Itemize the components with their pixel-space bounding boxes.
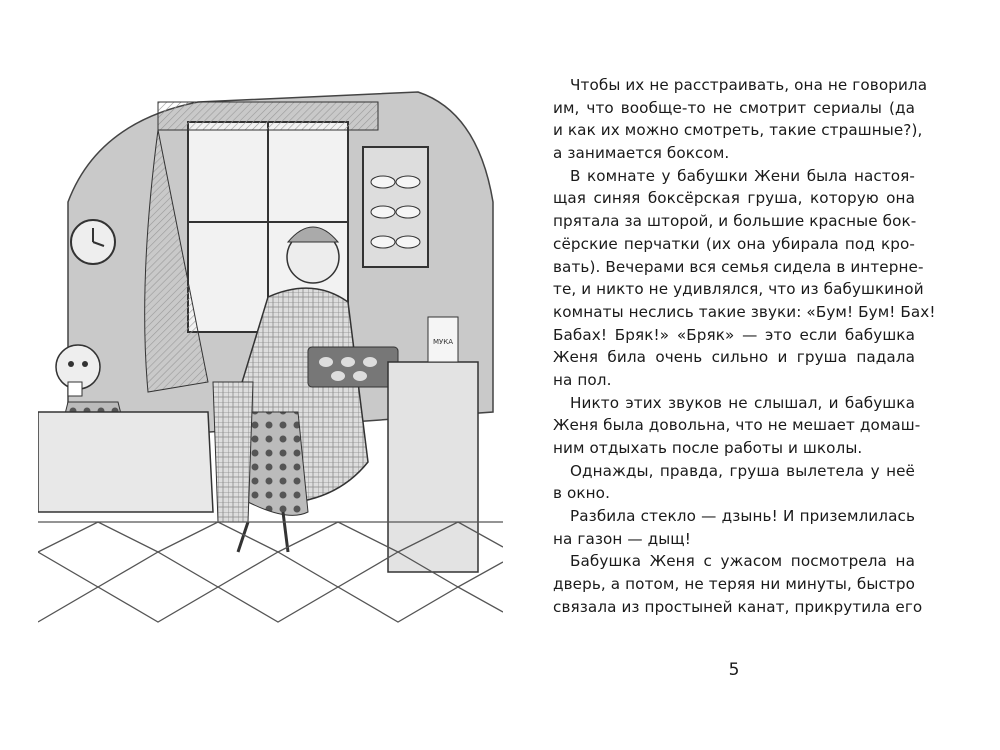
text-line: связала из простыней канат, прикрутила его xyxy=(553,597,923,616)
text-line: вать). Вечерами вся семья сидела в интерне- xyxy=(553,257,924,276)
text-line: Чтобы их не расстраивать, она не говорила xyxy=(570,76,928,94)
text-line: прятала за шторой, и большие красные бок- xyxy=(553,212,917,231)
plate-rack xyxy=(363,147,428,267)
text-line: Никто этих звуков не слышал, и бабушка xyxy=(570,393,915,412)
text-line: на пол. xyxy=(553,370,612,389)
text-line: Бабушка Женя с ужасом посмотрела на xyxy=(570,552,915,571)
text-line: Разбила стекло — дзынь! И приземлилась xyxy=(570,507,915,526)
text-line: В комнате у бабушки Жени была настоя- xyxy=(570,166,915,185)
flour-bag-label: МУКА xyxy=(432,338,454,346)
text-line: щая синяя боксёрская груша, которую она xyxy=(553,189,915,208)
text-line: а занимается боксом. xyxy=(553,144,730,163)
text-line: и как их можно смотреть, такие страшные?), xyxy=(553,121,923,140)
text-line: на газон — дыщ! xyxy=(553,529,691,548)
text-line: в окно. xyxy=(553,484,610,503)
body-text xyxy=(553,74,936,619)
text-line: сёрские перчатки (их она убирала под кро- xyxy=(553,234,915,253)
page-number: 5 xyxy=(728,660,740,680)
wall-clock-icon xyxy=(71,220,115,264)
text-line: им, что вообще-то не смотрит сериалы (да xyxy=(553,98,915,117)
text-line: Женя была довольна, что не мешает домаш- xyxy=(553,416,921,435)
text-line: дверь, а потом, не теряя ни минуты, быстро xyxy=(553,575,915,594)
text-line: те, и никто не удивлялся, что из бабушкиной xyxy=(553,280,924,299)
text-line: Бабах! Бряк!» «Бряк» — это если бабушка xyxy=(553,325,915,344)
kitchen-illustration xyxy=(38,82,503,627)
text-line: ним отдыхать после работы и школы. xyxy=(553,439,863,457)
text-line: Однажды, правда, груша вылетела у неё xyxy=(570,461,915,480)
text-line: Женя била очень сильно и груша падала xyxy=(553,348,915,367)
text-line: комнаты неслись такие звуки: «Бум! Бум! Бах! xyxy=(553,302,936,321)
